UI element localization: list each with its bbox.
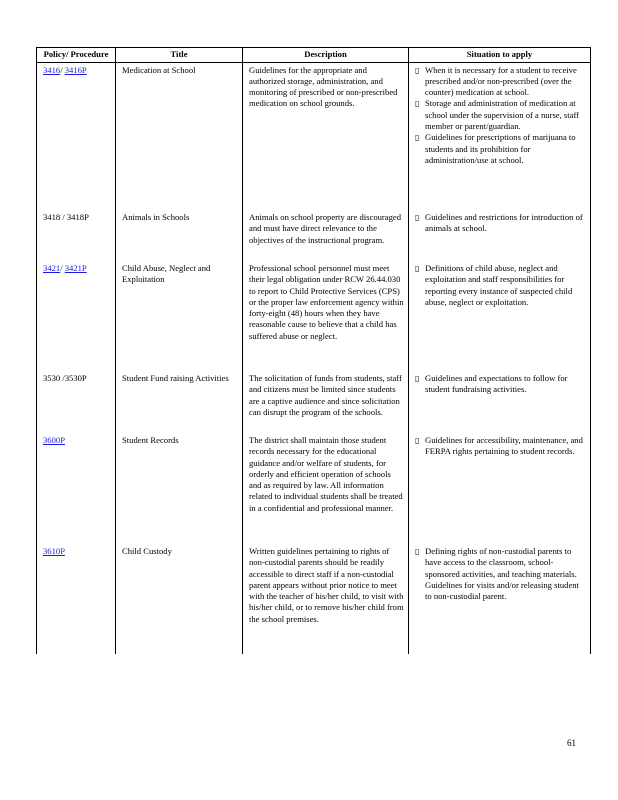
policy-cell: [37, 544, 116, 654]
policy-link-primary[interactable]: 3421: [43, 263, 61, 273]
policy-title: Medication at School: [116, 62, 243, 210]
square-bullet-icon: ▯: [415, 547, 420, 556]
square-bullet-icon: ▯: [415, 65, 420, 75]
policy-cell: [37, 433, 116, 544]
square-bullet-icon: ▯: [415, 264, 420, 273]
header-situation: Situation to apply: [409, 48, 591, 63]
policy-separator: /: [60, 373, 65, 383]
square-bullet-icon: ▯: [415, 99, 420, 109]
policy-title: Animals in Schools: [116, 210, 243, 261]
situation-list: [415, 546, 586, 602]
situation-text: Storage and administration of medication at school under the supervision of a nurse, staff member or parent/guardian.: [425, 98, 580, 131]
situation-cell: [409, 261, 591, 371]
policy-link-procedure: 3530P: [64, 373, 87, 383]
situation-text: When it is necessary for a student to receive prescribed and/or non-prescribed (over the counter) medication at school.: [425, 64, 577, 98]
policy-link-primary[interactable]: 3416: [43, 64, 61, 75]
policy-description: Written guidelines pertaining to rights of non-custodial parents should be readily accessible to direct staff if a non-custodial parent appears without prior notice to meet with the teacher of his/her child, to visit with his/her child, or to remove his/her child from the school premises.: [243, 544, 409, 654]
policy-cell: [37, 371, 116, 433]
table-row: [37, 433, 591, 544]
table-row: [37, 544, 591, 654]
policy-link-procedure[interactable]: 3421P: [64, 263, 87, 273]
policy-link-primary[interactable]: 3600P: [43, 435, 65, 445]
policy-link-primary: 3530: [43, 373, 61, 383]
policy-cell: [37, 210, 116, 261]
policy-table: [36, 47, 591, 654]
situation-cell: [409, 210, 591, 261]
policy-link-procedure: 3418P: [66, 212, 89, 222]
situation-list: [415, 373, 586, 396]
situation-cell: [409, 371, 591, 433]
situation-item: [415, 212, 586, 235]
situation-item: [415, 263, 586, 308]
situation-list: [415, 435, 586, 458]
policy-description: Professional school personnel must meet their legal obligation under RCW 26.44.030 to report to Child Protective Services (CPS) or the proper law enforcement agency within forty-eight (48) hours when they have reasonable cause to believe that a child has suffered abuse or neglect.: [243, 261, 409, 371]
policy-description: Guidelines for the appropriate and authorized storage, administration, and monitoring of prescribed or non-prescribed medication on school grounds.: [243, 62, 409, 210]
page-number: 61: [567, 738, 576, 748]
situation-item: [415, 546, 586, 602]
table-row: [37, 261, 591, 371]
square-bullet-icon: ▯: [415, 133, 420, 143]
situation-cell: [409, 433, 591, 544]
situation-item: [415, 373, 586, 396]
header-title: Title: [116, 48, 243, 63]
policy-separator: /: [60, 212, 67, 222]
situation-list: [415, 65, 586, 167]
table-header-row: [37, 48, 591, 63]
situation-text: Guidelines for prescriptions of marijuana to students and its prohibition for administration/use at school.: [425, 132, 576, 165]
situation-item: [415, 435, 586, 458]
header-description: Description: [243, 48, 409, 63]
situation-text: Guidelines and restrictions for introduction of animals at school.: [425, 212, 583, 234]
square-bullet-icon: ▯: [415, 374, 420, 383]
policy-separator: /: [60, 263, 65, 273]
situation-cell: [409, 544, 591, 654]
situation-text: Guidelines and expectations to follow for student fundraising activities.: [425, 373, 568, 395]
square-bullet-icon: ▯: [415, 436, 420, 445]
situation-text: Guidelines for accessibility, maintenance, and FERPA rights pertaining to student records.: [425, 435, 583, 457]
situation-text: Defining rights of non-custodial parents to have access to the classroom, school-sponsored activities, and teaching materials. Guidelines for visits and/or releasing student to non-custodial parent.: [425, 546, 579, 602]
policy-title: Student Records: [116, 433, 243, 544]
situation-text: Definitions of child abuse, neglect and exploitation and staff responsibilities for reporting every instance of suspected child abuse, neglect or exploitation.: [425, 263, 573, 307]
header-policy-procedure: Policy/ Procedure: [37, 48, 116, 63]
situation-item: [415, 98, 586, 132]
table-row: [37, 62, 591, 210]
table-row: [37, 210, 591, 261]
policy-description: The district shall maintain those student records necessary for the educational guidance and/or welfare of students, for orderly and efficient operation of schools and as required by law. All information related to individual students shall be treated in a confidential and professional manner.: [243, 433, 409, 544]
policy-link-primary[interactable]: 3610P: [43, 546, 65, 556]
policy-description: Animals on school property are discouraged and must have direct relevance to the objectives of the instructional program.: [243, 210, 409, 261]
policy-title: Child Abuse, Neglect and Exploitation: [116, 261, 243, 371]
situation-cell: [409, 62, 591, 210]
policy-cell: [37, 261, 116, 371]
policy-title: Student Fund raising Activities: [116, 371, 243, 433]
situation-list: [415, 212, 586, 235]
policy-link-procedure[interactable]: 3416P: [64, 64, 87, 75]
policy-link-primary: 3418: [43, 212, 61, 222]
policy-separator: /: [60, 64, 65, 75]
policy-description: The solicitation of funds from students, staff and citizens must be limited since students are a captive audience and since solicitation can disrupt the program of the schools.: [243, 371, 409, 433]
table-row: [37, 371, 591, 433]
situation-item: [415, 132, 586, 166]
situation-item: [415, 65, 586, 99]
policy-cell: [37, 62, 116, 210]
situation-list: [415, 263, 586, 308]
policy-title: Child Custody: [116, 544, 243, 654]
square-bullet-icon: ▯: [415, 213, 420, 222]
